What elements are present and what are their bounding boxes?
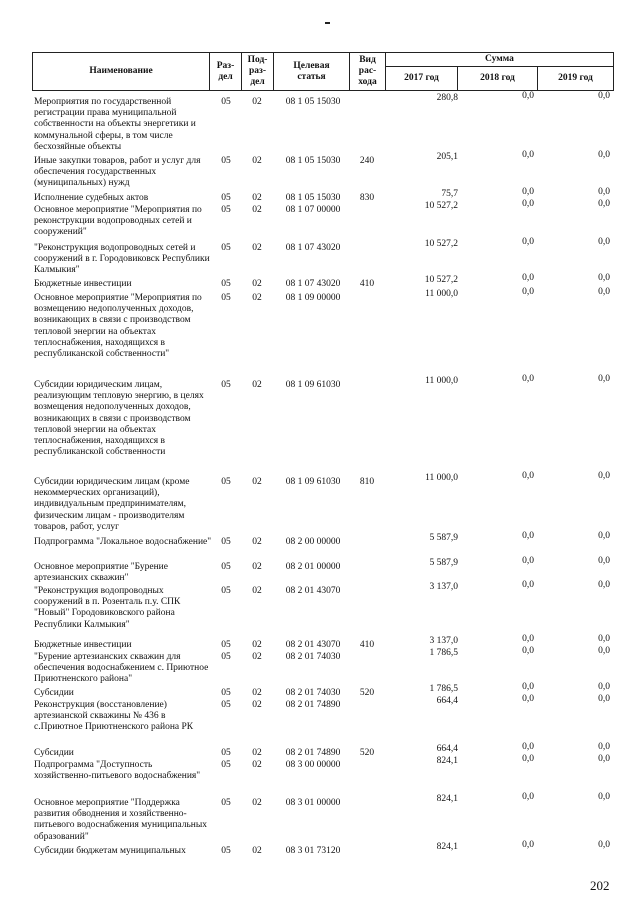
row-name: Основное мероприятие "Мероприятия по возмещению недополученных доходов, возникающих в связи с производством тепловой энергии на объектах теплоснабжения, находящихся в республиканской собственности" <box>34 293 202 360</box>
header-2018: 2018 год <box>458 67 538 91</box>
row-sum-2018: 0,0 <box>522 754 534 764</box>
row-razdel: 05 <box>221 477 231 487</box>
row-sum-2017: 205,1 <box>436 152 458 162</box>
row-razdel: 05 <box>221 279 231 289</box>
row-sum-2019: 0,0 <box>598 694 610 704</box>
row-target-article: 08 1 05 15030 <box>285 156 341 166</box>
row-razdel: 05 <box>221 798 231 808</box>
row-sum-2019: 0,0 <box>598 374 610 384</box>
row-sum-2017: 10 527,2 <box>424 239 458 249</box>
row-sum-2017: 10 527,2 <box>424 201 458 211</box>
row-expense-type: 830 <box>359 193 375 203</box>
row-name: Бюджетные инвестиции <box>34 279 132 289</box>
row-podrazdel: 02 <box>252 293 262 303</box>
row-expense-type: 810 <box>359 477 375 487</box>
row-target-article: 08 2 00 00000 <box>285 537 341 547</box>
row-name: Подпрограмма "Доступность хозяйственно-питьевого водоснабжения" <box>34 760 201 782</box>
row-podrazdel: 02 <box>252 652 262 662</box>
row-sum-2019: 0,0 <box>598 91 610 101</box>
row-podrazdel: 02 <box>252 205 262 215</box>
row-target-article: 08 1 05 15030 <box>285 193 341 203</box>
row-name: Основное мероприятие "Мероприятия по реконструкции водопроводных сетей и сооружений" <box>34 205 202 238</box>
row-sum-2019: 0,0 <box>598 754 610 764</box>
row-sum-2017: 75,7 <box>441 189 458 199</box>
row-razdel: 05 <box>221 243 231 253</box>
header-2017: 2017 год <box>386 67 458 91</box>
row-sum-2019: 0,0 <box>598 531 610 541</box>
row-podrazdel: 02 <box>252 477 262 487</box>
header-celevaya: Целевая статья <box>274 53 350 91</box>
row-razdel: 05 <box>221 640 231 650</box>
row-razdel: 05 <box>221 205 231 215</box>
row-razdel: 05 <box>221 586 231 596</box>
row-sum-2018: 0,0 <box>522 187 534 197</box>
row-name: Субсидии <box>34 688 74 698</box>
row-podrazdel: 02 <box>252 586 262 596</box>
row-podrazdel: 02 <box>252 640 262 650</box>
row-sum-2018: 0,0 <box>522 580 534 590</box>
row-razdel: 05 <box>221 748 231 758</box>
row-razdel: 05 <box>221 293 231 303</box>
row-podrazdel: 02 <box>252 243 262 253</box>
row-sum-2017: 664,4 <box>436 696 458 706</box>
row-sum-2018: 0,0 <box>522 840 534 850</box>
row-razdel: 05 <box>221 97 231 107</box>
row-name: Основное мероприятие "Бурение артезианских скважин" <box>34 562 168 584</box>
row-sum-2018: 0,0 <box>522 273 534 283</box>
row-sum-2019: 0,0 <box>598 556 610 566</box>
row-podrazdel: 02 <box>252 760 262 770</box>
row-target-article: 08 2 01 74030 <box>285 652 341 662</box>
row-name: Субсидии юридическим лицам, реализующим тепловую энергию, в целях возмещения недополученных доходов, возникающих в связи с производством тепловой энергии на объектах теплоснабжения, находящихся в республиканской собственности <box>34 380 204 458</box>
row-sum-2017: 3 137,0 <box>429 582 458 592</box>
row-target-article: 08 2 01 74890 <box>285 700 341 710</box>
row-target-article: 08 1 09 61030 <box>285 477 341 487</box>
header-2019: 2019 год <box>538 67 614 91</box>
row-sum-2018: 0,0 <box>522 646 534 656</box>
row-sum-2018: 0,0 <box>522 199 534 209</box>
row-podrazdel: 02 <box>252 193 262 203</box>
row-target-article: 08 3 01 73120 <box>285 846 341 856</box>
row-razdel: 05 <box>221 193 231 203</box>
row-name: Субсидии юридическим лицам (кроме некоммерческих организаций), индивидуальным предпринимателям, физическим лицам - производителям товаров, работ, услуг <box>34 477 190 532</box>
row-expense-type: 410 <box>359 640 375 650</box>
row-podrazdel: 02 <box>252 156 262 166</box>
row-sum-2018: 0,0 <box>522 792 534 802</box>
row-expense-type: 410 <box>359 279 375 289</box>
row-sum-2017: 280,8 <box>436 93 458 103</box>
row-sum-2018: 0,0 <box>522 237 534 247</box>
row-razdel: 05 <box>221 652 231 662</box>
row-target-article: 08 1 07 00000 <box>285 205 341 215</box>
row-podrazdel: 02 <box>252 279 262 289</box>
row-name: Подпрограмма "Локальное водоснабжение" <box>34 537 212 547</box>
row-razdel: 05 <box>221 156 231 166</box>
row-podrazdel: 02 <box>252 562 262 572</box>
row-sum-2018: 0,0 <box>522 150 534 160</box>
row-sum-2019: 0,0 <box>598 840 610 850</box>
row-name: Субсидии <box>34 748 74 758</box>
row-sum-2017: 1 786,5 <box>429 684 458 694</box>
row-name: Исполнение судебных актов <box>34 193 149 203</box>
row-sum-2019: 0,0 <box>598 792 610 802</box>
row-sum-2019: 0,0 <box>598 634 610 644</box>
row-target-article: 08 2 01 43070 <box>285 586 341 596</box>
row-sum-2017: 5 587,9 <box>429 533 458 543</box>
row-target-article: 08 2 01 43070 <box>285 640 341 650</box>
row-razdel: 05 <box>221 760 231 770</box>
row-name: Реконструкция (восстановление) артезианской скважины № 436 в с.Приютное Приютненского района РК <box>34 700 194 733</box>
row-razdel: 05 <box>221 688 231 698</box>
row-sum-2019: 0,0 <box>598 199 610 209</box>
row-sum-2017: 10 527,2 <box>424 275 458 285</box>
row-target-article: 08 3 01 00000 <box>285 798 341 808</box>
row-name: Субсидии бюджетам муниципальных <box>34 846 186 856</box>
scan-mark <box>325 22 330 24</box>
row-sum-2017: 824,1 <box>436 756 458 766</box>
row-razdel: 05 <box>221 846 231 856</box>
row-podrazdel: 02 <box>252 380 262 390</box>
row-target-article: 08 2 01 74890 <box>285 748 341 758</box>
row-razdel: 05 <box>221 537 231 547</box>
row-sum-2018: 0,0 <box>522 694 534 704</box>
row-sum-2018: 0,0 <box>522 91 534 101</box>
row-target-article: 08 1 07 43020 <box>285 243 341 253</box>
row-target-article: 08 1 09 61030 <box>285 380 341 390</box>
row-sum-2019: 0,0 <box>598 237 610 247</box>
row-target-article: 08 1 09 00000 <box>285 293 341 303</box>
row-podrazdel: 02 <box>252 97 262 107</box>
row-expense-type: 240 <box>359 156 375 166</box>
row-podrazdel: 02 <box>252 798 262 808</box>
row-sum-2017: 1 786,5 <box>429 648 458 658</box>
row-sum-2018: 0,0 <box>522 471 534 481</box>
row-name: "Бурение артезианских скважин для обеспечения водоснабжением с. Приютное Приютненского района" <box>34 652 209 685</box>
page-number: 202 <box>590 878 610 893</box>
table-header <box>32 52 614 91</box>
row-name: Иные закупки товаров, работ и услуг для обеспечения государственных (муниципальных) нужд <box>34 156 201 189</box>
row-target-article: 08 2 01 74030 <box>285 688 341 698</box>
row-sum-2019: 0,0 <box>598 187 610 197</box>
row-sum-2017: 11 000,0 <box>425 289 458 299</box>
row-sum-2019: 0,0 <box>598 646 610 656</box>
row-sum-2017: 824,1 <box>436 842 458 852</box>
row-podrazdel: 02 <box>252 688 262 698</box>
row-name: Бюджетные инвестиции <box>34 640 132 650</box>
row-sum-2019: 0,0 <box>598 580 610 590</box>
row-target-article: 08 2 01 00000 <box>285 562 341 572</box>
row-sum-2017: 11 000,0 <box>425 473 458 483</box>
row-sum-2017: 11 000,0 <box>425 376 458 386</box>
row-sum-2019: 0,0 <box>598 287 610 297</box>
row-sum-2018: 0,0 <box>522 374 534 384</box>
row-target-article: 08 1 05 15030 <box>285 97 341 107</box>
row-podrazdel: 02 <box>252 846 262 856</box>
header-podrazdel: Под- раз- дел <box>242 53 274 91</box>
row-expense-type: 520 <box>359 688 375 698</box>
row-sum-2019: 0,0 <box>598 742 610 752</box>
row-name: "Реконструкция водопроводных сетей и сооружений в г. Городовиковск Республики Калмыкия" <box>34 243 210 276</box>
row-sum-2018: 0,0 <box>522 556 534 566</box>
row-sum-2019: 0,0 <box>598 471 610 481</box>
row-target-article: 08 3 00 00000 <box>285 760 341 770</box>
row-expense-type: 520 <box>359 748 375 758</box>
row-razdel: 05 <box>221 562 231 572</box>
row-sum-2017: 3 137,0 <box>429 636 458 646</box>
row-podrazdel: 02 <box>252 700 262 710</box>
row-sum-2017: 5 587,9 <box>429 558 458 568</box>
row-sum-2019: 0,0 <box>598 273 610 283</box>
row-podrazdel: 02 <box>252 537 262 547</box>
header-summa: Сумма <box>386 53 614 67</box>
row-sum-2018: 0,0 <box>522 634 534 644</box>
row-name: Мероприятия по государственной регистрации права муниципальной собственности на объекты энергетики и коммунальной сферы, в том числе бесхозяйные объекты <box>34 97 196 152</box>
row-sum-2017: 824,1 <box>436 794 458 804</box>
row-sum-2019: 0,0 <box>598 150 610 160</box>
row-target-article: 08 1 07 43020 <box>285 279 341 289</box>
row-sum-2019: 0,0 <box>598 682 610 692</box>
header-name: Наименование <box>33 53 210 91</box>
row-sum-2018: 0,0 <box>522 531 534 541</box>
row-sum-2018: 0,0 <box>522 682 534 692</box>
header-vid: Вид рас- хода <box>350 53 386 91</box>
row-podrazdel: 02 <box>252 748 262 758</box>
row-razdel: 05 <box>221 380 231 390</box>
header-razdel: Раз- дел <box>210 53 242 91</box>
row-sum-2017: 664,4 <box>436 744 458 754</box>
row-name: Основное мероприятие "Поддержка развития обводнения и хозяйственно-питьевого водоснабжения муниципальных образований" <box>34 798 207 842</box>
row-name: "Реконструкция водопроводных сооружений в п. Розенталь п.у. СПК "Новый" Городовиковского района Республики Калмыкия" <box>34 586 181 630</box>
row-sum-2018: 0,0 <box>522 742 534 752</box>
row-sum-2018: 0,0 <box>522 287 534 297</box>
row-razdel: 05 <box>221 700 231 710</box>
